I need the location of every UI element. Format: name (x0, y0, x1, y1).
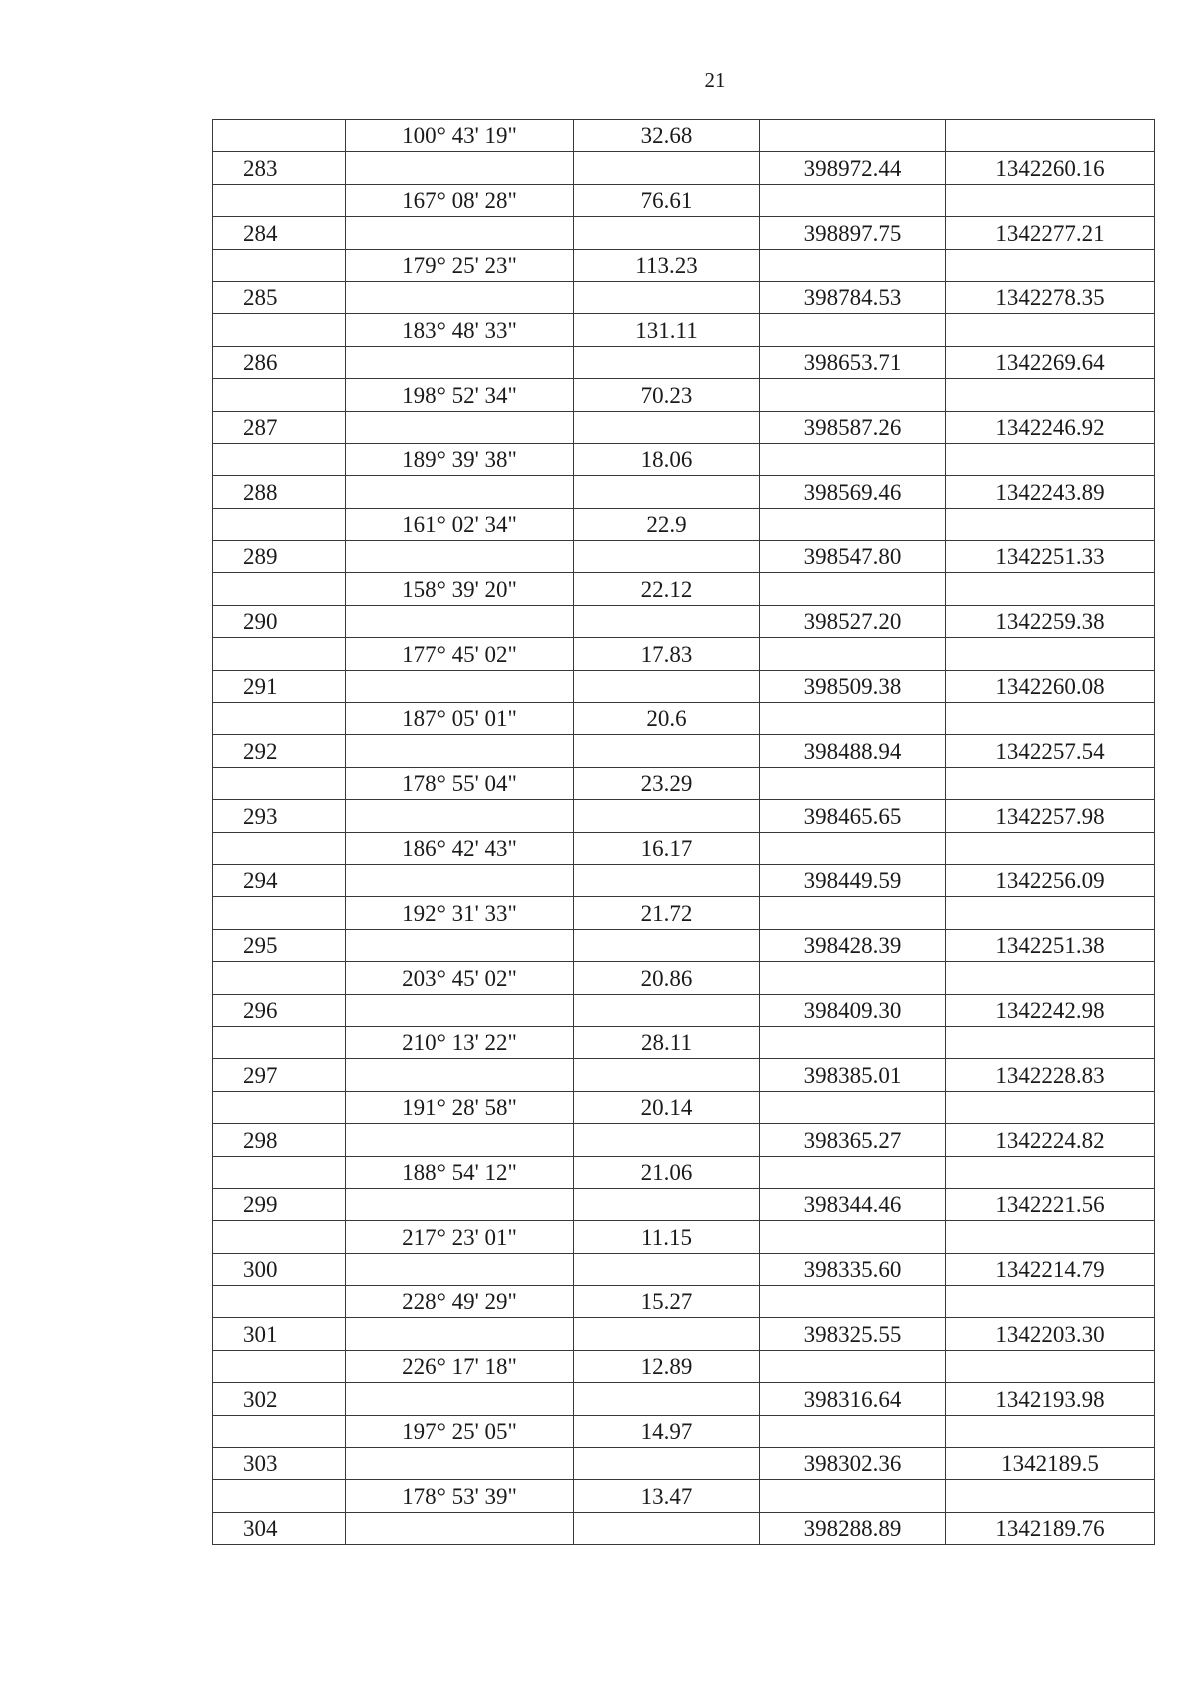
distance-cell: 23.29 (574, 767, 760, 799)
distance-cell (574, 1188, 760, 1220)
northing-cell: 398325.55 (760, 1318, 946, 1350)
bearing-cell: 186° 42' 43" (346, 832, 574, 864)
point-number-cell: 297 (213, 1059, 346, 1091)
easting-cell: 1342224.82 (946, 1124, 1155, 1156)
table-row (213, 703, 1155, 735)
easting-cell: 1342203.30 (946, 1318, 1155, 1350)
point-number-cell (213, 832, 346, 864)
easting-cell (946, 443, 1155, 475)
bearing-cell (346, 670, 574, 702)
easting-cell: 1342259.38 (946, 605, 1155, 637)
distance-cell (574, 281, 760, 313)
bearing-cell: 158° 39' 20" (346, 573, 574, 605)
point-number-cell: 287 (213, 411, 346, 443)
table-body (213, 120, 1155, 1545)
bearing-cell (346, 217, 574, 249)
bearing-cell: 189° 39' 38" (346, 443, 574, 475)
bearing-cell (346, 1383, 574, 1415)
bearing-cell: 191° 28' 58" (346, 1091, 574, 1123)
point-number-cell (213, 1156, 346, 1188)
easting-cell: 1342260.08 (946, 670, 1155, 702)
distance-cell (574, 735, 760, 767)
table-row (213, 1286, 1155, 1318)
bearing-cell (346, 476, 574, 508)
page-number: 21 (704, 68, 726, 92)
northing-cell (760, 573, 946, 605)
point-number-cell: 296 (213, 994, 346, 1026)
distance-cell (574, 411, 760, 443)
northing-cell: 398972.44 (760, 152, 946, 184)
northing-cell (760, 1156, 946, 1188)
table-row (213, 1318, 1155, 1350)
northing-cell: 398527.20 (760, 605, 946, 637)
point-number-cell (213, 314, 346, 346)
distance-cell (574, 670, 760, 702)
point-number-cell: 295 (213, 929, 346, 961)
point-number-cell (213, 573, 346, 605)
northing-cell (760, 120, 946, 152)
point-number-cell: 284 (213, 217, 346, 249)
easting-cell (946, 120, 1155, 152)
distance-cell: 18.06 (574, 443, 760, 475)
northing-cell (760, 1091, 946, 1123)
distance-cell: 12.89 (574, 1350, 760, 1382)
point-number-cell (213, 1350, 346, 1382)
easting-cell: 1342260.16 (946, 152, 1155, 184)
northing-cell: 398547.80 (760, 541, 946, 573)
easting-cell (946, 249, 1155, 281)
point-number-cell (213, 1026, 346, 1058)
point-number-cell: 298 (213, 1124, 346, 1156)
table-row (213, 638, 1155, 670)
point-number-cell: 303 (213, 1448, 346, 1480)
bearing-cell (346, 864, 574, 896)
point-number-cell (213, 962, 346, 994)
table-row (213, 735, 1155, 767)
table-row (213, 800, 1155, 832)
table-row (213, 1026, 1155, 1058)
northing-cell (760, 1221, 946, 1253)
bearing-cell (346, 1253, 574, 1285)
bearing-cell: 228° 49' 29" (346, 1286, 574, 1318)
table-row (213, 605, 1155, 637)
table-row (213, 1448, 1155, 1480)
northing-cell (760, 184, 946, 216)
bearing-cell (346, 1318, 574, 1350)
bearing-cell (346, 541, 574, 573)
northing-cell (760, 1480, 946, 1512)
point-number-cell: 290 (213, 605, 346, 637)
point-number-cell (213, 1480, 346, 1512)
distance-cell: 28.11 (574, 1026, 760, 1058)
table-row (213, 1221, 1155, 1253)
northing-cell: 398587.26 (760, 411, 946, 443)
easting-cell (946, 703, 1155, 735)
distance-cell (574, 1383, 760, 1415)
northing-cell: 398784.53 (760, 281, 946, 313)
easting-cell (946, 508, 1155, 540)
northing-cell (760, 1350, 946, 1382)
distance-cell: 70.23 (574, 379, 760, 411)
easting-cell: 1342193.98 (946, 1383, 1155, 1415)
northing-cell (760, 379, 946, 411)
bearing-cell: 177° 45' 02" (346, 638, 574, 670)
easting-cell (946, 1480, 1155, 1512)
point-number-cell: 285 (213, 281, 346, 313)
bearing-cell: 179° 25' 23" (346, 249, 574, 281)
northing-cell (760, 897, 946, 929)
table-row (213, 897, 1155, 929)
point-number-cell: 293 (213, 800, 346, 832)
distance-cell: 22.12 (574, 573, 760, 605)
bearing-cell: 178° 55' 04" (346, 767, 574, 799)
northing-cell: 398288.89 (760, 1512, 946, 1544)
bearing-cell (346, 1188, 574, 1220)
table-row (213, 1253, 1155, 1285)
bearing-cell: 161° 02' 34" (346, 508, 574, 540)
bearing-cell: 178° 53' 39" (346, 1480, 574, 1512)
northing-cell: 398653.71 (760, 346, 946, 378)
coordinate-table-container (212, 119, 1154, 1545)
northing-cell (760, 249, 946, 281)
distance-cell (574, 152, 760, 184)
point-number-cell: 294 (213, 864, 346, 896)
northing-cell: 398897.75 (760, 217, 946, 249)
easting-cell (946, 1026, 1155, 1058)
bearing-cell (346, 1124, 574, 1156)
table-row (213, 1350, 1155, 1382)
easting-cell: 1342189.76 (946, 1512, 1155, 1544)
table-row (213, 1480, 1155, 1512)
table-row (213, 120, 1155, 152)
table-row (213, 1415, 1155, 1447)
northing-cell: 398302.36 (760, 1448, 946, 1480)
easting-cell: 1342221.56 (946, 1188, 1155, 1220)
distance-cell (574, 1253, 760, 1285)
bearing-cell (346, 152, 574, 184)
easting-cell (946, 962, 1155, 994)
northing-cell (760, 314, 946, 346)
northing-cell: 398449.59 (760, 864, 946, 896)
table-row (213, 864, 1155, 896)
distance-cell (574, 1512, 760, 1544)
easting-cell (946, 1350, 1155, 1382)
table-row (213, 832, 1155, 864)
northing-cell: 398428.39 (760, 929, 946, 961)
distance-cell: 32.68 (574, 120, 760, 152)
bearing-cell: 192° 31' 33" (346, 897, 574, 929)
table-row (213, 1156, 1155, 1188)
distance-cell: 14.97 (574, 1415, 760, 1447)
easting-cell (946, 638, 1155, 670)
bearing-cell (346, 994, 574, 1026)
table-row (213, 281, 1155, 313)
point-number-cell (213, 703, 346, 735)
point-number-cell (213, 897, 346, 929)
easting-cell: 1342228.83 (946, 1059, 1155, 1091)
distance-cell: 20.86 (574, 962, 760, 994)
table-row (213, 1059, 1155, 1091)
distance-cell (574, 929, 760, 961)
easting-cell: 1342277.21 (946, 217, 1155, 249)
table-row (213, 1188, 1155, 1220)
point-number-cell (213, 508, 346, 540)
table-row (213, 379, 1155, 411)
coordinate-table (212, 119, 1155, 1545)
northing-cell (760, 1415, 946, 1447)
distance-cell: 21.06 (574, 1156, 760, 1188)
point-number-cell: 300 (213, 1253, 346, 1285)
easting-cell: 1342278.35 (946, 281, 1155, 313)
easting-cell (946, 379, 1155, 411)
northing-cell: 398316.64 (760, 1383, 946, 1415)
bearing-cell (346, 411, 574, 443)
bearing-cell: 217° 23' 01" (346, 1221, 574, 1253)
distance-cell: 17.83 (574, 638, 760, 670)
northing-cell: 398385.01 (760, 1059, 946, 1091)
table-row (213, 929, 1155, 961)
easting-cell: 1342257.98 (946, 800, 1155, 832)
easting-cell: 1342269.64 (946, 346, 1155, 378)
point-number-cell: 302 (213, 1383, 346, 1415)
easting-cell: 1342251.33 (946, 541, 1155, 573)
point-number-cell: 286 (213, 346, 346, 378)
distance-cell (574, 994, 760, 1026)
northing-cell: 398409.30 (760, 994, 946, 1026)
table-row (213, 249, 1155, 281)
distance-cell: 76.61 (574, 184, 760, 216)
bearing-cell: 167° 08' 28" (346, 184, 574, 216)
point-number-cell: 299 (213, 1188, 346, 1220)
distance-cell (574, 1124, 760, 1156)
bearing-cell: 188° 54' 12" (346, 1156, 574, 1188)
northing-cell: 398344.46 (760, 1188, 946, 1220)
distance-cell (574, 541, 760, 573)
distance-cell (574, 605, 760, 637)
bearing-cell (346, 1512, 574, 1544)
distance-cell (574, 1448, 760, 1480)
point-number-cell: 291 (213, 670, 346, 702)
table-row (213, 1512, 1155, 1544)
table-row (213, 314, 1155, 346)
bearing-cell (346, 929, 574, 961)
northing-cell (760, 832, 946, 864)
easting-cell: 1342257.54 (946, 735, 1155, 767)
bearing-cell: 100° 43' 19" (346, 120, 574, 152)
point-number-cell (213, 1415, 346, 1447)
northing-cell (760, 962, 946, 994)
table-row (213, 217, 1155, 249)
distance-cell: 131.11 (574, 314, 760, 346)
northing-cell: 398569.46 (760, 476, 946, 508)
distance-cell (574, 217, 760, 249)
point-number-cell (213, 1221, 346, 1253)
bearing-cell: 198° 52' 34" (346, 379, 574, 411)
distance-cell: 20.6 (574, 703, 760, 735)
northing-cell (760, 767, 946, 799)
northing-cell (760, 1026, 946, 1058)
point-number-cell (213, 249, 346, 281)
table-row (213, 1124, 1155, 1156)
easting-cell (946, 1286, 1155, 1318)
easting-cell: 1342243.89 (946, 476, 1155, 508)
easting-cell: 1342189.5 (946, 1448, 1155, 1480)
easting-cell (946, 1415, 1155, 1447)
point-number-cell (213, 638, 346, 670)
distance-cell: 15.27 (574, 1286, 760, 1318)
distance-cell (574, 1318, 760, 1350)
table-row (213, 994, 1155, 1026)
distance-cell: 113.23 (574, 249, 760, 281)
distance-cell (574, 1059, 760, 1091)
point-number-cell: 292 (213, 735, 346, 767)
bearing-cell: 210° 13' 22" (346, 1026, 574, 1058)
bearing-cell: 203° 45' 02" (346, 962, 574, 994)
point-number-cell: 304 (213, 1512, 346, 1544)
point-number-cell (213, 379, 346, 411)
table-row (213, 670, 1155, 702)
table-row (213, 1091, 1155, 1123)
bearing-cell (346, 605, 574, 637)
point-number-cell: 289 (213, 541, 346, 573)
northing-cell: 398335.60 (760, 1253, 946, 1285)
northing-cell (760, 508, 946, 540)
table-row (213, 152, 1155, 184)
table-row (213, 962, 1155, 994)
table-row (213, 411, 1155, 443)
bearing-cell: 183° 48' 33" (346, 314, 574, 346)
distance-cell: 21.72 (574, 897, 760, 929)
point-number-cell: 283 (213, 152, 346, 184)
northing-cell (760, 638, 946, 670)
table-row (213, 573, 1155, 605)
easting-cell (946, 1221, 1155, 1253)
bearing-cell: 197° 25' 05" (346, 1415, 574, 1447)
easting-cell (946, 832, 1155, 864)
distance-cell (574, 800, 760, 832)
table-row (213, 767, 1155, 799)
bearing-cell (346, 346, 574, 378)
table-row (213, 184, 1155, 216)
table-row (213, 541, 1155, 573)
table-row (213, 1383, 1155, 1415)
distance-cell: 20.14 (574, 1091, 760, 1123)
point-number-cell (213, 443, 346, 475)
northing-cell: 398365.27 (760, 1124, 946, 1156)
northing-cell (760, 703, 946, 735)
bearing-cell: 187° 05' 01" (346, 703, 574, 735)
point-number-cell (213, 1091, 346, 1123)
easting-cell (946, 1091, 1155, 1123)
easting-cell (946, 897, 1155, 929)
easting-cell: 1342246.92 (946, 411, 1155, 443)
northing-cell (760, 443, 946, 475)
northing-cell: 398509.38 (760, 670, 946, 702)
easting-cell: 1342214.79 (946, 1253, 1155, 1285)
easting-cell (946, 1156, 1155, 1188)
point-number-cell: 301 (213, 1318, 346, 1350)
distance-cell (574, 346, 760, 378)
point-number-cell (213, 120, 346, 152)
easting-cell: 1342256.09 (946, 864, 1155, 896)
point-number-cell: 288 (213, 476, 346, 508)
bearing-cell (346, 735, 574, 767)
distance-cell: 22.9 (574, 508, 760, 540)
table-row (213, 476, 1155, 508)
point-number-cell (213, 1286, 346, 1318)
easting-cell: 1342251.38 (946, 929, 1155, 961)
northing-cell (760, 1286, 946, 1318)
easting-cell (946, 184, 1155, 216)
table-row (213, 346, 1155, 378)
distance-cell: 16.17 (574, 832, 760, 864)
distance-cell: 11.15 (574, 1221, 760, 1253)
easting-cell (946, 573, 1155, 605)
table-row (213, 443, 1155, 475)
distance-cell: 13.47 (574, 1480, 760, 1512)
bearing-cell: 226° 17' 18" (346, 1350, 574, 1382)
bearing-cell (346, 281, 574, 313)
easting-cell: 1342242.98 (946, 994, 1155, 1026)
easting-cell (946, 314, 1155, 346)
point-number-cell (213, 184, 346, 216)
northing-cell: 398488.94 (760, 735, 946, 767)
northing-cell: 398465.65 (760, 800, 946, 832)
point-number-cell (213, 767, 346, 799)
bearing-cell (346, 1059, 574, 1091)
distance-cell (574, 476, 760, 508)
bearing-cell (346, 1448, 574, 1480)
bearing-cell (346, 800, 574, 832)
table-row (213, 508, 1155, 540)
easting-cell (946, 767, 1155, 799)
distance-cell (574, 864, 760, 896)
